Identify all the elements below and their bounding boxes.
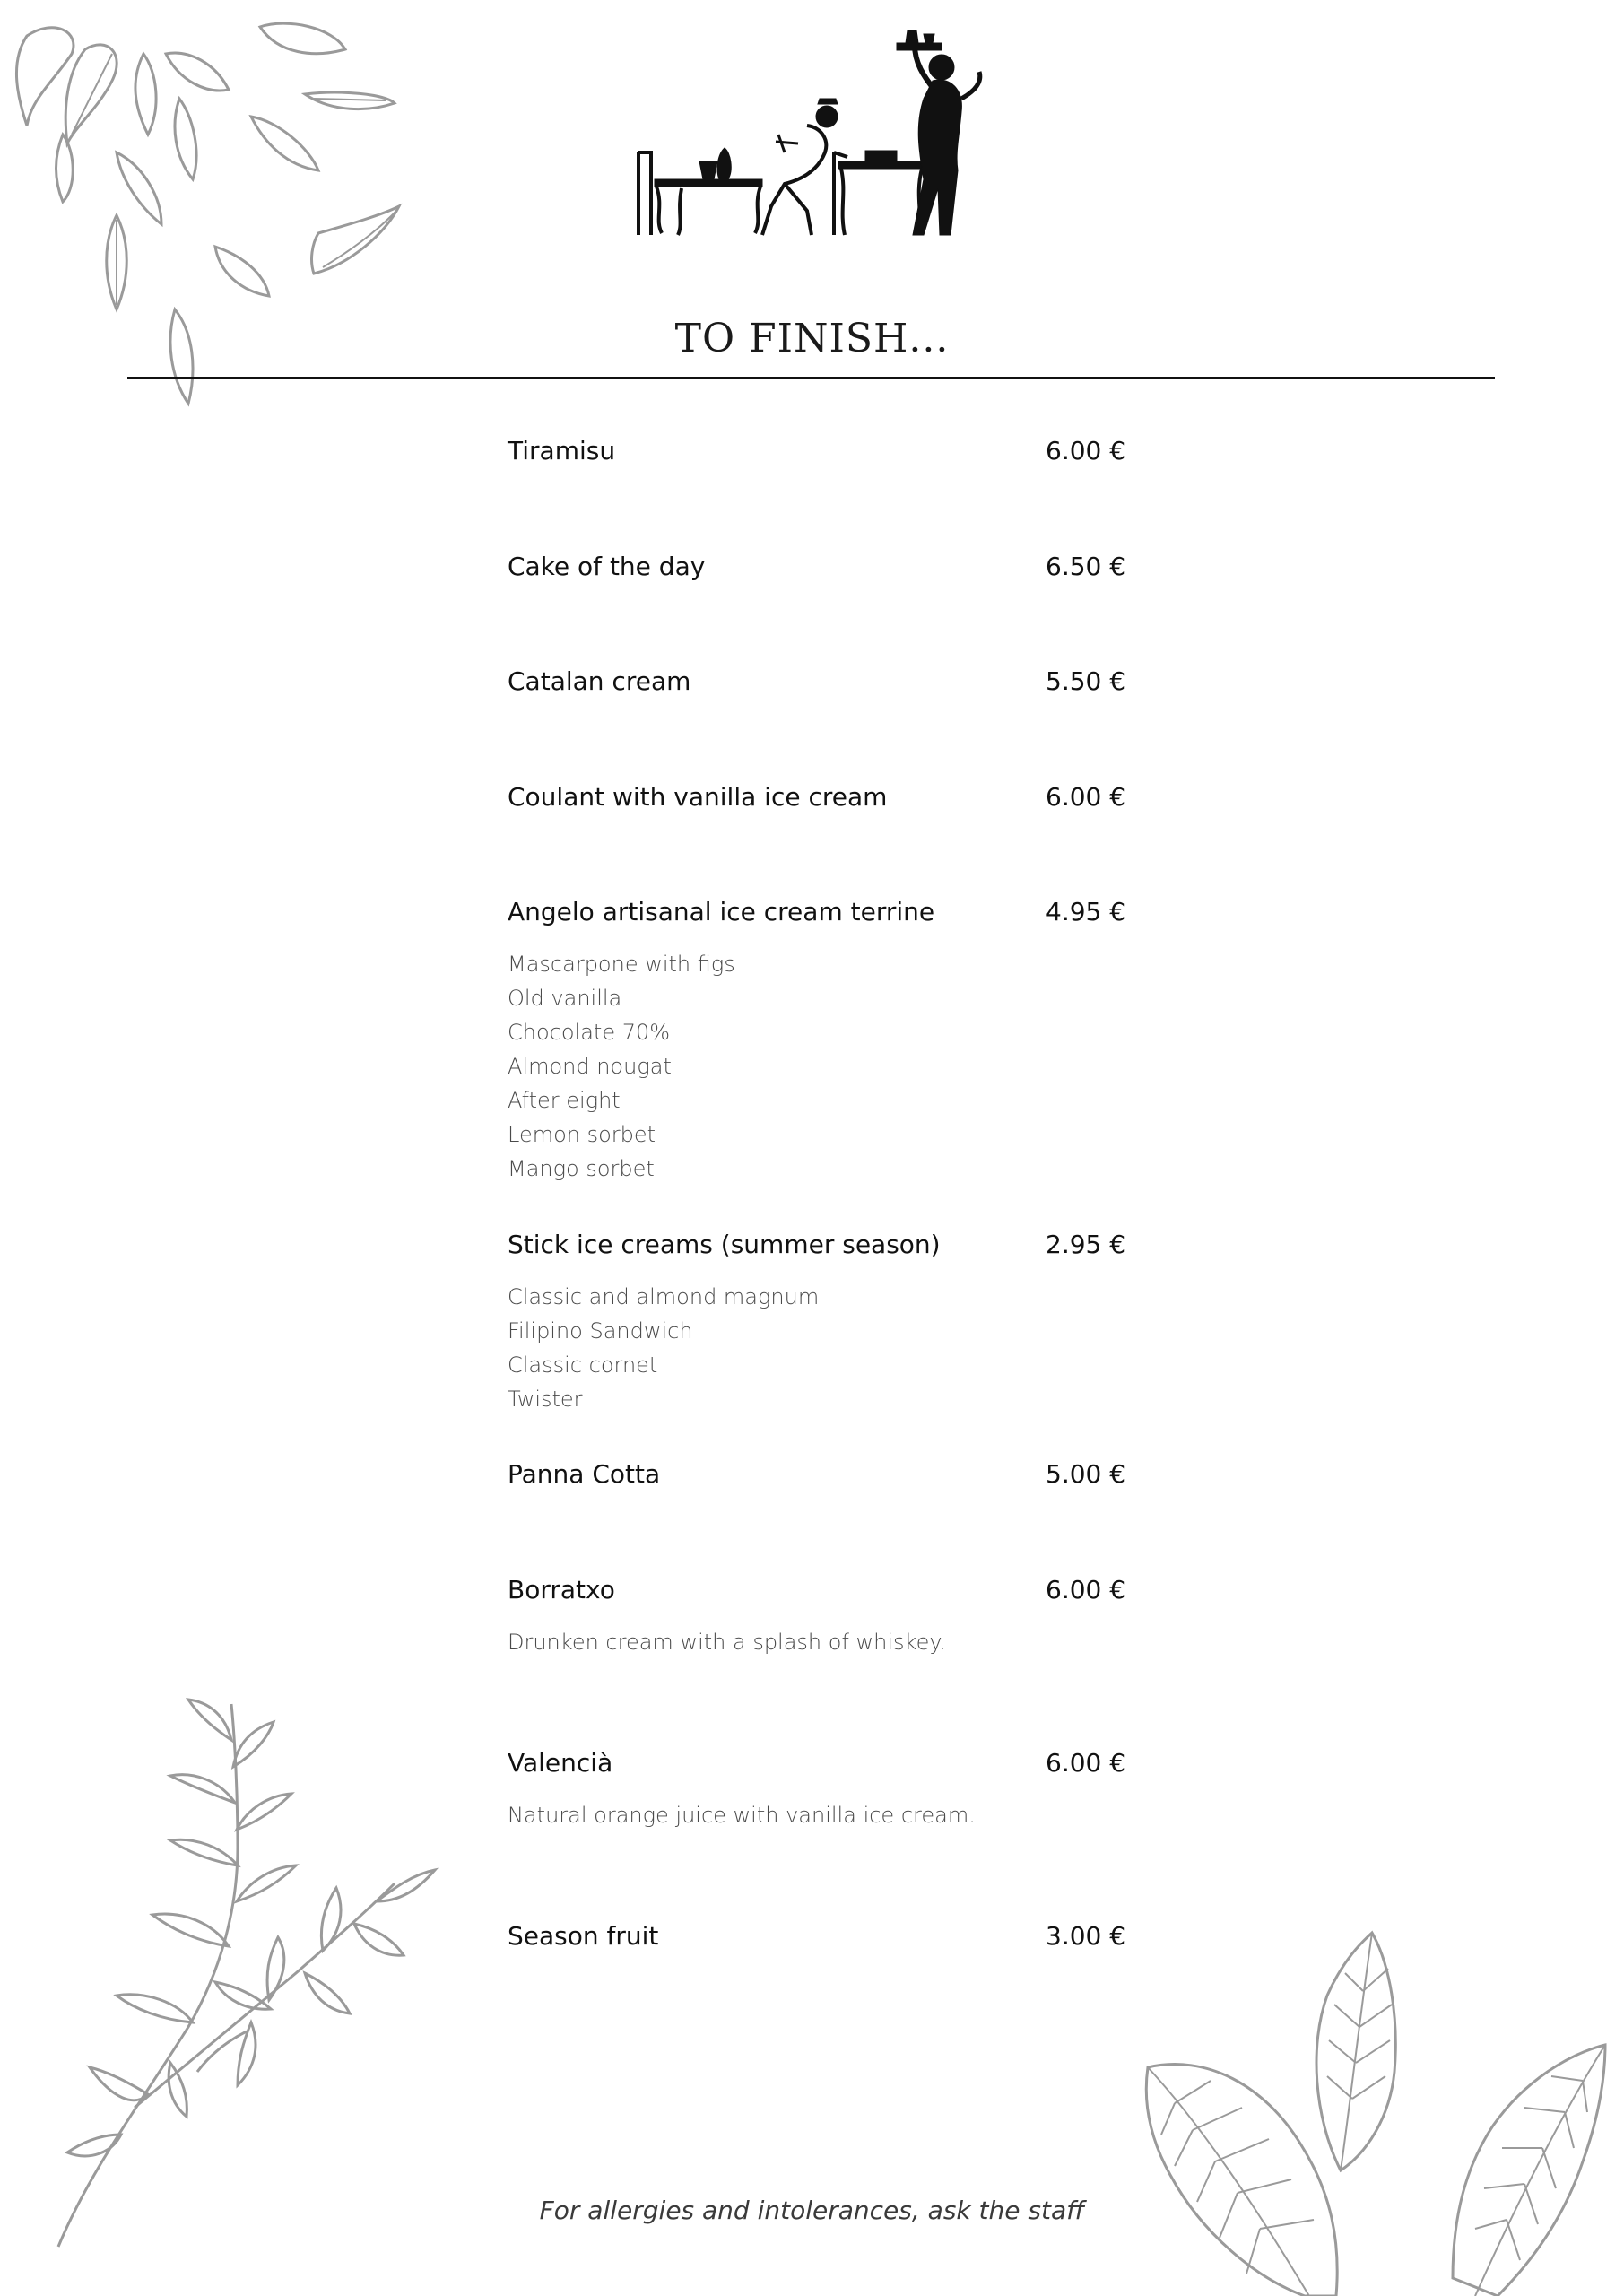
allergy-notice: For allergies and intolerances, ask the staff xyxy=(539,2196,1085,2225)
menu-item xyxy=(508,1230,1135,1416)
menu-item xyxy=(508,782,1135,818)
description-line: Natural orange juice with vanilla ice cream. xyxy=(508,1803,976,1828)
menu-item xyxy=(508,897,1135,1186)
title-divider xyxy=(127,377,1495,379)
item-name: Stick ice creams (summer season) xyxy=(508,1230,941,1259)
flavor-line: Chocolate 70% xyxy=(508,1020,671,1045)
item-description xyxy=(508,1280,1135,1416)
item-description xyxy=(508,947,1135,1186)
menu-item xyxy=(508,1748,1135,1832)
flavor-line: Twister xyxy=(508,1387,583,1412)
item-name: Catalan cream xyxy=(508,666,691,696)
item-description xyxy=(508,1625,1135,1659)
flavor-line: Almond nougat xyxy=(508,1054,672,1079)
item-price: 2.95 € xyxy=(1046,1230,1126,1259)
waiter-and-diner-illustration xyxy=(628,27,995,247)
flavor-line: Lemon sorbet xyxy=(508,1122,656,1147)
large-leaves-illustration xyxy=(1121,1919,1624,2296)
item-price: 4.95 € xyxy=(1046,897,1126,926)
menu-item xyxy=(508,666,1135,702)
flavor-line: Filipino Sandwich xyxy=(508,1318,693,1344)
item-name: Angelo artisanal ice cream terrine xyxy=(508,897,935,926)
item-name: Borratxo xyxy=(508,1575,615,1605)
item-name: Panna Cotta xyxy=(508,1459,661,1489)
flavor-line: After eight xyxy=(508,1088,621,1113)
flavor-line: Mascarpone with figs xyxy=(508,952,735,977)
item-name: Coulant with vanilla ice cream xyxy=(508,782,888,812)
menu-item xyxy=(508,436,1135,472)
item-price: 6.50 € xyxy=(1046,552,1126,581)
item-price: 5.50 € xyxy=(1046,666,1126,696)
item-name: Tiramisu xyxy=(508,436,616,465)
section-title: TO FINISH... xyxy=(674,316,950,361)
menu-item xyxy=(508,1575,1135,1659)
item-name: Cake of the day xyxy=(508,552,706,581)
item-price: 6.00 € xyxy=(1046,782,1126,812)
menu-item xyxy=(508,552,1135,587)
item-price: 5.00 € xyxy=(1046,1459,1126,1489)
herb-sprig-illustration xyxy=(36,1686,466,2260)
flavor-line: Mango sorbet xyxy=(508,1156,655,1181)
item-price: 6.00 € xyxy=(1046,436,1126,465)
menu-item xyxy=(508,1459,1135,1495)
description-line: Drunken cream with a splash of whiskey. xyxy=(508,1630,946,1655)
item-price: 6.00 € xyxy=(1046,1748,1126,1778)
flavor-line: Classic and almond magnum xyxy=(508,1284,820,1309)
item-description xyxy=(508,1798,1135,1832)
menu-item xyxy=(508,1921,1135,1957)
flavor-line: Classic cornet xyxy=(508,1352,658,1378)
item-name: Valencià xyxy=(508,1748,613,1778)
item-price: 6.00 € xyxy=(1046,1575,1126,1605)
item-name: Season fruit xyxy=(508,1921,659,1951)
item-price: 3.00 € xyxy=(1046,1921,1126,1951)
flavor-line: Old vanilla xyxy=(508,986,622,1011)
